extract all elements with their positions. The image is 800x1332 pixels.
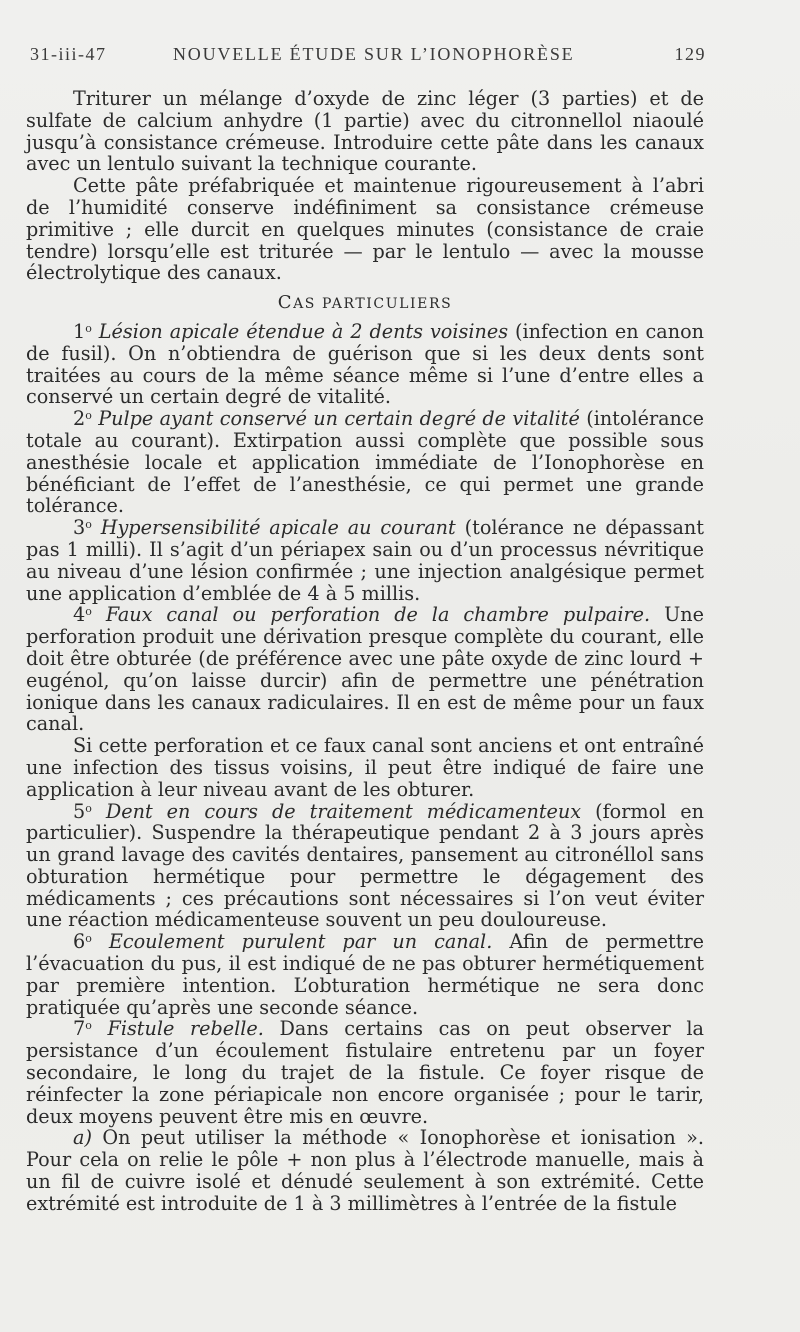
case-number: 6: [73, 930, 86, 954]
case-number: 1: [73, 319, 86, 343]
case-text: (tolérance ne dépassant pas 1 milli). Il s’agit d’un périapex sain ou d’un processus névritique au niveau d’une lésion confirmée ; une injection analgésique permet une application d’emblée de 4 à 5 millis.: [26, 516, 704, 605]
case-ordinal: o: [85, 605, 92, 619]
section-heading-initial: C: [277, 292, 294, 314]
case-number: 3: [73, 516, 86, 540]
case-paragraph-1: [26, 321, 704, 408]
case-paragraph-2: [26, 408, 704, 517]
section-heading-rest: AS PARTICULIERS: [293, 296, 453, 313]
intro-paragraph-1: Triturer un mélange d’oxyde de zinc léger (3 parties) et de sulfate de calcium anhydre (1 partie) avec du citronnellol niaoulé jusqu’à consistance crémeuse. Introduire cette pâte dans les canaux avec un lentulo suivant la technique courante.: [26, 87, 704, 176]
case-title: Pulpe ayant conservé un certain degré de vitalité: [98, 407, 580, 431]
case-paragraph-6: [26, 931, 704, 1018]
section-heading: [26, 292, 704, 316]
case-title: Dent en cours de traitement médicamenteux: [105, 799, 582, 823]
case-text: Dans certains cas on peut observer la persistance d’un écoulement fistulaire entretenu par un foyer secondaire, le long du trajet de la fistule. Ce foyer risque de réinfecter la zone périapicale non encore organisée ; pour le tarir, deux moyens peuvent être mis en œuvre.: [26, 1017, 704, 1128]
subpoint-text: On peut utiliser la méthode « Ionophorèse et ionisation ». Pour cela on relie le pôle + non plus à l’électrode manuelle, mais à un fil de cuivre isolé et dénudé seulement à son extrémité. Cette extrémité est introduite de 1 à 3 millimètres à l’entrée de la fistule: [26, 1126, 704, 1215]
case-ordinal: o: [85, 801, 92, 815]
case-text: (formol en particulier). Suspendre la thérapeutique pendant 2 à 3 jours après un grand lavage des cavités dentaires, pansement au citronéllol sans obturation hermétique pour permettre le dégagement des médicaments ; ces précautions sont nécessaires si l’on veut éviter une réaction médicamenteuse souvent un peu douloureuse.: [26, 799, 704, 932]
case-number: 2: [73, 407, 86, 431]
case-text: Une perforation produit une dérivation presque complète du courant, elle doit être obturée (de préférence avec une pâte oxyde de zinc lourd + eugénol, qu’on laisse durcir) afin de permettre une pénétration ionique dans les canaux radiculaires. Il en est de même pour un faux canal.: [26, 603, 704, 736]
page-number: 129: [674, 44, 706, 64]
case-number: 7: [73, 1017, 86, 1041]
case-text: (intolérance totale au courant). Extirpation aussi complète que possible sous anesthésie locale et application immédiate de l’Ionophorèse en bénéficiant de l’effet de l’anesthésie, ce qui permet une grande tolérance.: [26, 407, 705, 518]
case-ordinal: o: [85, 321, 92, 335]
intro-paragraph-2: Cette pâte préfabriquée et maintenue rigoureusement à l’abri de l’humidité conserve indéfiniment sa consistance crémeuse primitive ; elle durcit en quelques minutes (consistance de craie tendre) lorsqu’elle est triturée — par le lentulo — avec la mousse électrolytique des canaux.: [26, 174, 704, 285]
case-ordinal: o: [85, 518, 92, 532]
case-paragraph-3: [26, 517, 704, 604]
case-4-followup-paragraph: Si cette perforation et ce faux canal sont anciens et ont entraîné une infection des tissus voisins, il peut être indiqué de faire une application à leur niveau avant de les obturer.: [26, 734, 704, 801]
case-title: Ecoulement purulent par un canal.: [108, 930, 493, 954]
case-title: Fistule rebelle.: [107, 1017, 264, 1041]
case-ordinal: o: [85, 932, 92, 946]
case-ordinal: o: [85, 1019, 92, 1033]
case-number: 4: [73, 603, 86, 627]
case-title: Faux canal ou perforation de la chambre pulpaire.: [105, 603, 651, 627]
body-text: [26, 88, 704, 1215]
case-text: Afin de permettre l’évacuation du pus, il est indiqué de ne pas obturer hermétiquement par première intention. L’obturation hermétique ne sera donc pratiquée qu’après une seconde séance.: [26, 930, 704, 1019]
case-text: (infection en canon de fusil). On n’obtiendra de guérison que si les deux dents sont traitées au cours de la même séance même si l’une d’entre elles a conservé un certain degré de vitalité.: [26, 319, 704, 409]
case-number: 5: [73, 799, 86, 823]
case-title: Hypersensibilité apicale au courant: [100, 516, 456, 540]
case-paragraph-5: [26, 801, 704, 932]
header-title: NOUVELLE ÉTUDE SUR L’IONOPHORÈSE: [173, 44, 575, 64]
subpoint-a-paragraph: [26, 1127, 704, 1214]
case-paragraph-4: [26, 604, 704, 735]
case-ordinal: o: [85, 409, 92, 423]
case-paragraph-7: [26, 1018, 704, 1127]
header-date: 31-iii-47: [30, 44, 107, 64]
running-head: [30, 44, 706, 68]
case-title: Lésion apicale étendue à 2 dents voisines: [98, 319, 509, 343]
subpoint-label: a): [73, 1126, 92, 1150]
